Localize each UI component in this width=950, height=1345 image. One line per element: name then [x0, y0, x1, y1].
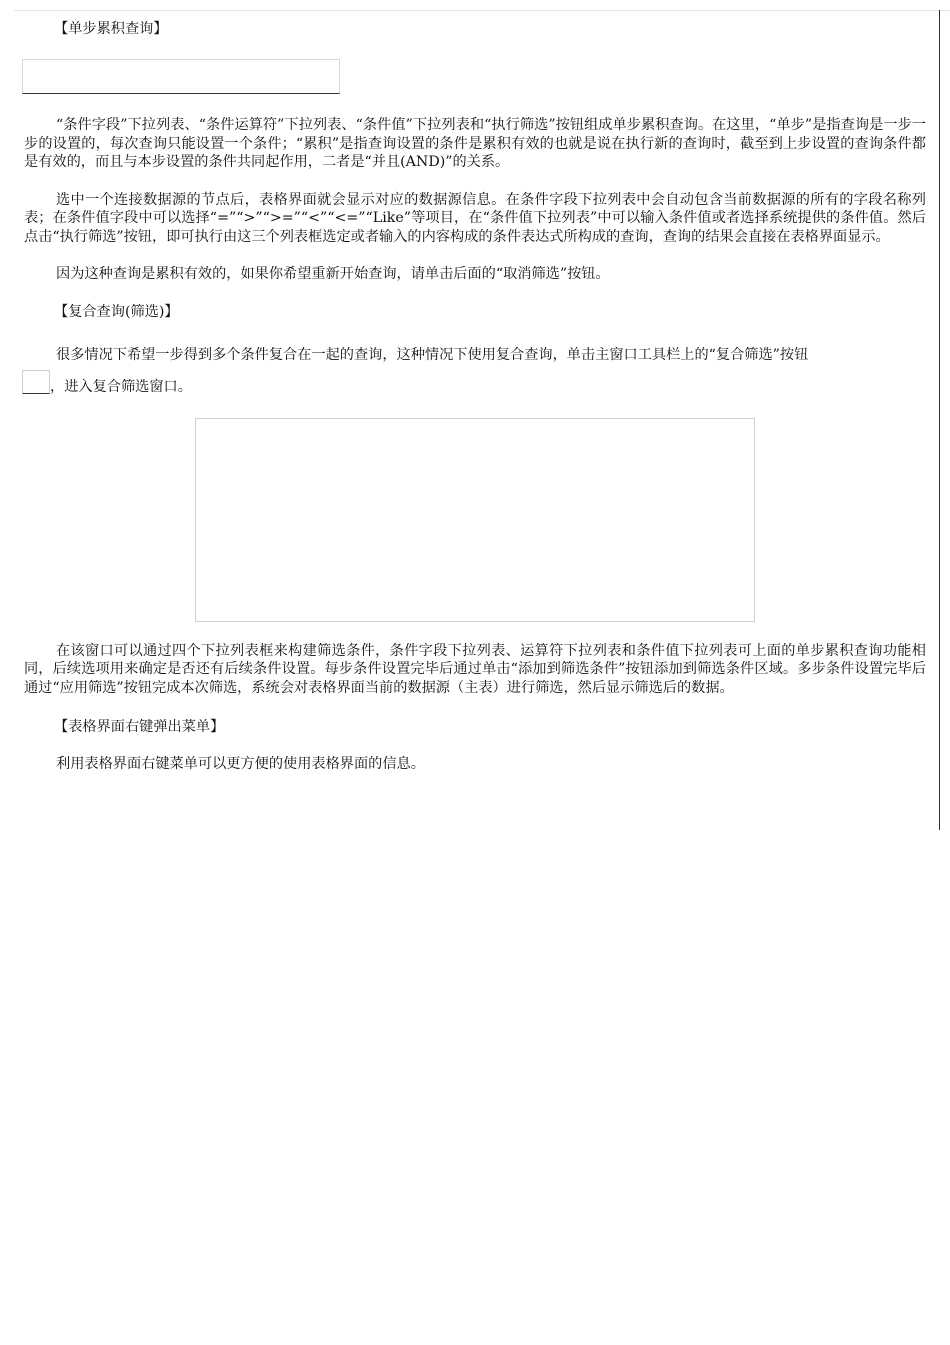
page-right-rule: [939, 10, 940, 830]
composite-intro-text-end: ，进入复合筛选窗口。: [50, 378, 192, 395]
document-page: [24, 18, 926, 774]
single-step-toolbar-image: [22, 59, 340, 94]
composite-filter-description-paragraph: 在该窗口可以通过四个下拉列表框来构建筛选条件，条件字段下拉列表、运算符下拉列表和条件值下拉列表可上面的单步累积查询功能相同，后续选项用来确定是否还有后续条件设置。每步条件设置完毕后通过单击“添加到筛选条件”按钮添加到筛选条件区域。多步条件设置完毕后通过“应用筛选”按钮完成本次筛选，系统会对表格界面当前的数据源（主表）进行筛选，然后显示筛选后的数据。: [24, 642, 926, 696]
context-menu-paragraph: 利用表格界面右键菜单可以更方便的使用表格界面的信息。: [56, 756, 425, 772]
context-menu-heading: 【表格界面右键弹出菜单】: [54, 719, 225, 735]
composite-filter-window-image: [195, 418, 755, 622]
composite-query-heading: 【复合查询(筛选)】: [54, 303, 179, 320]
single-step-description-paragraph: “条件字段”下拉列表、“条件运算符”下拉列表、“条件值”下拉列表和“执行筛选”按钮组成单步累积查询。在这里，“单步”是指查询是一步一步的设置的，每次查询只能设置一个条件；“累积”是指查询设置的条件是累积有效的也就是说在执行新的查询时，截至到上步设置的查询条件都是有效的，而且与本步设置的条件共同起作用，二者是“并且(AND)”的关系。: [24, 117, 926, 170]
single-step-query-heading: 【单步累积查询】: [54, 21, 168, 37]
composite-filter-intro-paragraph: [24, 340, 926, 402]
datasource-selection-paragraph: 选中一个连接数据源的节点后，表格界面就会显示对应的数据源信息。在条件字段下拉列表中会自动包含当前数据源的所有的字段名称列表；在条件值字段中可以选择“=”“>”“>=”“<”“<=”“Like”等项目，在“条件值下拉列表”中可以输入条件值或者选择系统提供的条件值。然后点击“执行筛选”按钮，即可执行由这三个列表框选定或者输入的内容构成的条件表达式所构成的查询，查询的结果会直接在表格界面显示。: [24, 191, 926, 245]
cancel-filter-paragraph: 因为这种查询是累积有效的，如果你希望重新开始查询，请单击后面的“取消筛选”按钮。: [56, 266, 610, 282]
composite-intro-text: 很多情况下希望一步得到多个条件复合在一起的查询，这种情况下使用复合查询，单击主窗口工具栏上的“复合筛选”按钮: [56, 346, 809, 363]
page-top-rule: [14, 10, 950, 11]
composite-filter-button-icon: [22, 370, 50, 394]
